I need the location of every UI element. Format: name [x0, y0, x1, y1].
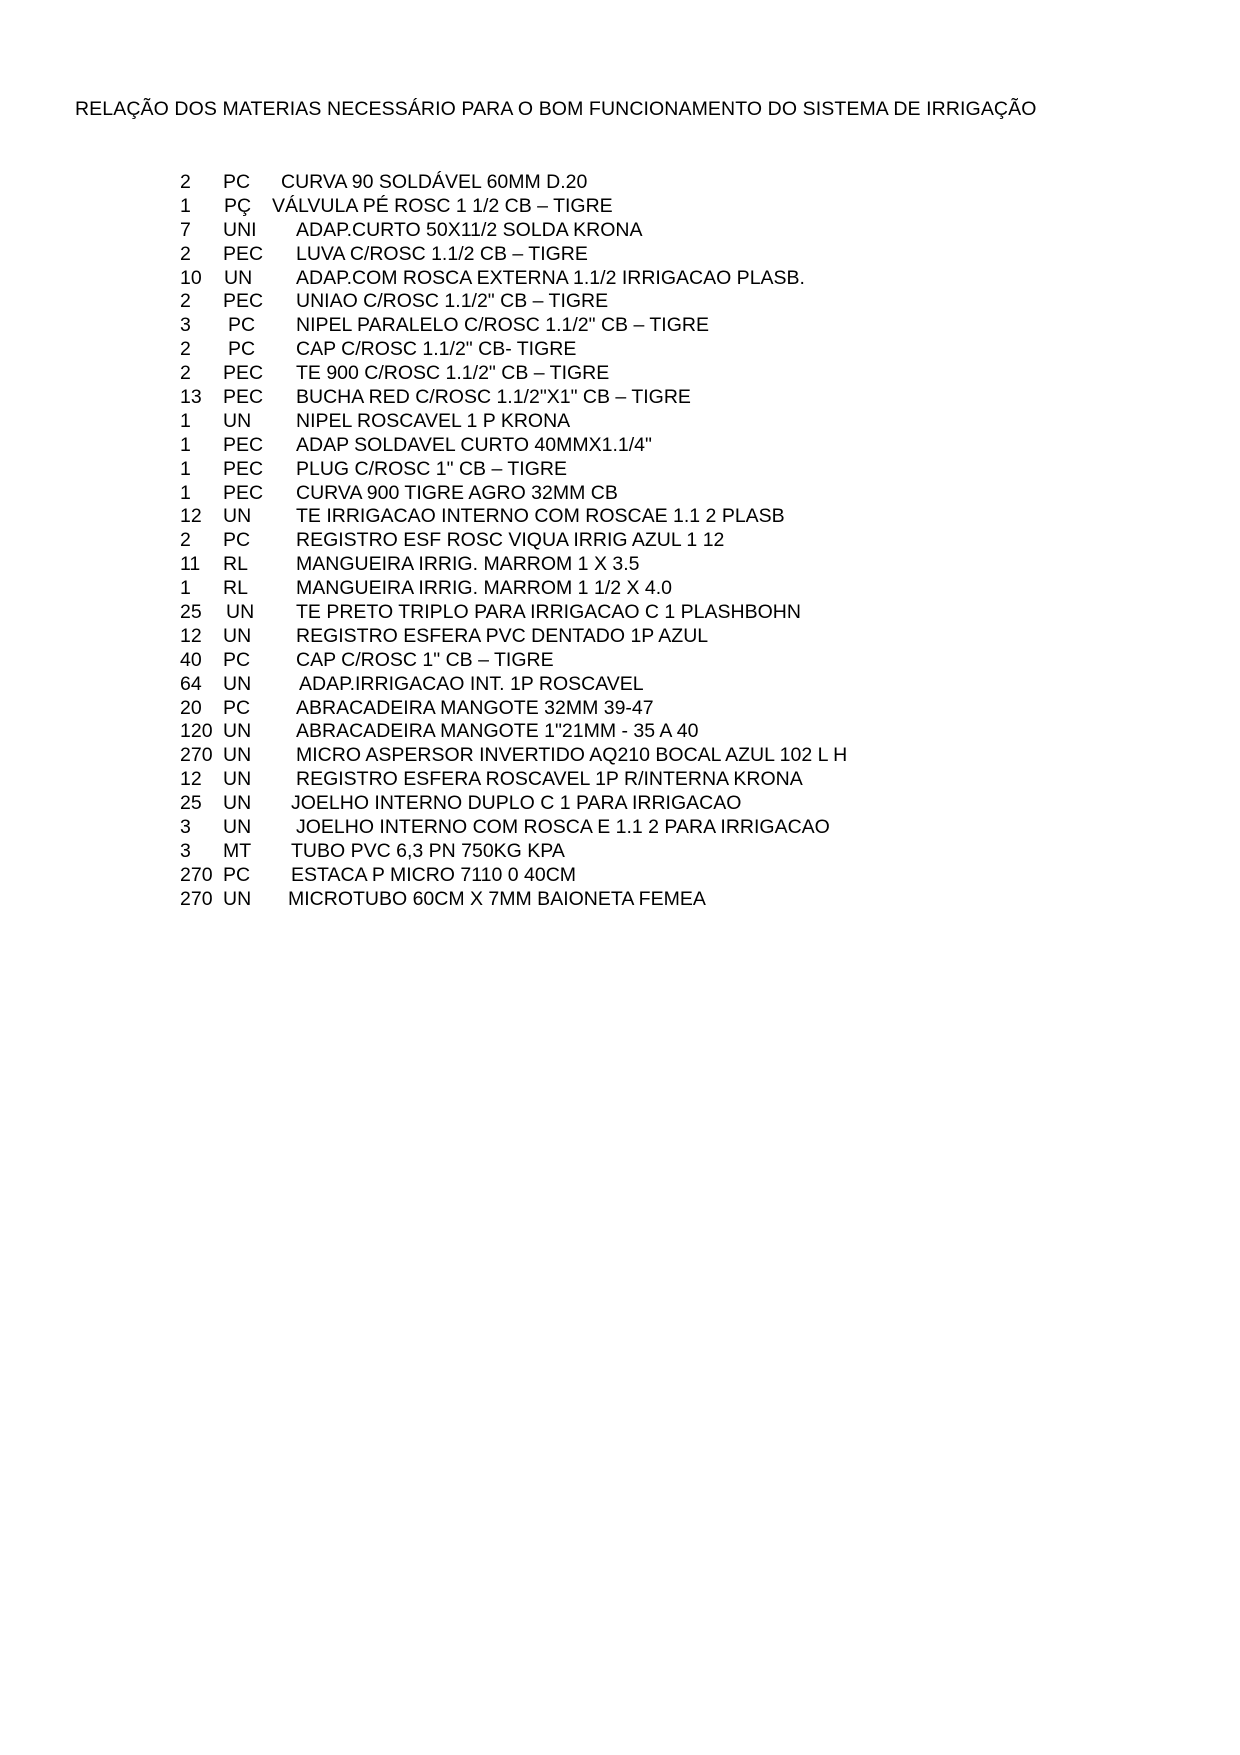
item-quantity: 270 [180, 744, 213, 767]
list-item [180, 744, 1080, 768]
item-quantity: 20 [180, 696, 202, 719]
item-unit: PC [223, 863, 251, 886]
item-description: MICROTUBO 60CM X 7MM BAIONETA FEMEA [288, 887, 706, 910]
list-item [180, 482, 1080, 506]
item-description: UNIAO C/ROSC 1.1/2" CB – TIGRE [296, 290, 609, 313]
item-unit: UN [223, 672, 252, 695]
item-unit: UN [223, 409, 252, 432]
item-quantity: 2 [180, 242, 191, 265]
item-quantity: 1 [180, 481, 191, 504]
item-unit: PEC [223, 362, 264, 385]
item-quantity: 3 [180, 314, 191, 337]
item-quantity: 2 [180, 171, 191, 193]
item-description: ABRACADEIRA MANGOTE 32MM 39-47 [296, 696, 654, 719]
item-quantity: 7 [180, 218, 191, 241]
item-unit: MT [223, 839, 252, 862]
item-description: TE PRETO TRIPLO PARA IRRIGACAO C 1 PLASHBOHN [296, 601, 801, 624]
item-description: NIPEL PARALELO C/ROSC 1.1/2" CB – TIGRE [296, 314, 709, 337]
list-item [180, 816, 1080, 840]
item-unit: PÇ [224, 194, 252, 217]
item-quantity: 1 [180, 409, 191, 432]
item-quantity: 1 [180, 433, 191, 456]
item-quantity: 120 [180, 720, 213, 743]
item-description: JOELHO INTERNO DUPLO C 1 PARA IRRIGACAO [291, 792, 742, 815]
item-quantity: 1 [180, 194, 191, 217]
item-description: VÁLVULA PÉ ROSC 1 1/2 CB – TIGRE [272, 194, 613, 217]
item-unit: PEC [223, 433, 264, 456]
item-description: CURVA 90 SOLDÁVEL 60MM D.20 [281, 171, 588, 193]
item-quantity: 40 [180, 648, 202, 671]
list-item [180, 577, 1080, 601]
item-unit: PEC [223, 242, 264, 265]
item-description: MANGUEIRA IRRIG. MARROM 1 1/2 X 4.0 [296, 577, 673, 600]
materials-list [180, 171, 1080, 912]
item-unit: PEC [223, 481, 264, 504]
item-quantity: 2 [180, 338, 191, 361]
item-description: LUVA C/ROSC 1.1/2 CB – TIGRE [296, 242, 588, 265]
item-quantity: 3 [180, 839, 191, 862]
item-unit: UN [223, 887, 252, 910]
list-item [180, 219, 1080, 243]
item-unit: UN [223, 792, 252, 815]
item-description: REGISTRO ESF ROSC VIQUA IRRIG AZUL 1 12 [296, 529, 725, 552]
list-item [180, 362, 1080, 386]
item-unit: PC [223, 529, 251, 552]
item-description: ADAP.CURTO 50X11/2 SOLDA KRONA [296, 218, 643, 241]
list-item [180, 386, 1080, 410]
item-description: TUBO PVC 6,3 PN 750KG KPA [291, 839, 565, 862]
item-description: NIPEL ROSCAVEL 1 P KRONA [296, 409, 571, 432]
list-item [180, 625, 1080, 649]
item-quantity: 12 [180, 768, 202, 791]
item-description: PLUG C/ROSC 1" CB – TIGRE [296, 457, 567, 480]
item-description: REGISTRO ESFERA ROSCAVEL 1P R/INTERNA KRONA [296, 768, 803, 791]
item-description: CAP C/ROSC 1" CB – TIGRE [296, 648, 554, 671]
item-quantity: 270 [180, 863, 213, 886]
item-unit: UN [223, 744, 252, 767]
list-item [180, 195, 1080, 219]
item-description: ADAP.COM ROSCA EXTERNA 1.1/2 IRRIGACAO PLASB. [296, 266, 805, 289]
item-unit: UN [223, 816, 252, 839]
item-quantity: 3 [180, 816, 191, 839]
list-item [180, 768, 1080, 792]
item-quantity: 1 [180, 457, 191, 480]
list-item [180, 601, 1080, 625]
item-unit: PC [228, 314, 256, 337]
list-item [180, 840, 1080, 864]
list-item [180, 792, 1080, 816]
list-item [180, 314, 1080, 338]
item-quantity: 25 [180, 792, 202, 815]
item-description: ADAP.IRRIGACAO INT. 1P ROSCAVEL [299, 672, 644, 695]
item-unit: UN [223, 505, 252, 528]
item-description: TE IRRIGACAO INTERNO COM ROSCAE 1.1 2 PLASB [296, 505, 785, 528]
item-quantity: 270 [180, 887, 213, 910]
list-item [180, 697, 1080, 721]
item-description: TE 900 C/ROSC 1.1/2" CB – TIGRE [296, 362, 610, 385]
item-quantity: 1 [180, 577, 191, 600]
item-unit: UN [226, 601, 255, 624]
item-description: ABRACADEIRA MANGOTE 1"21MM - 35 A 40 [296, 720, 699, 743]
item-quantity: 2 [180, 529, 191, 552]
item-description: CAP C/ROSC 1.1/2" CB- TIGRE [296, 338, 577, 361]
item-description: MANGUEIRA IRRIG. MARROM 1 X 3.5 [296, 553, 640, 576]
item-unit: PEC [223, 386, 264, 409]
item-quantity: 13 [180, 386, 202, 409]
list-item [180, 673, 1080, 697]
item-quantity: 25 [180, 601, 202, 624]
item-quantity: 12 [180, 505, 202, 528]
item-unit: PEC [223, 457, 264, 480]
item-description: JOELHO INTERNO COM ROSCA E 1.1 2 PARA IRRIGACAO [296, 816, 830, 839]
item-description: REGISTRO ESFERA PVC DENTADO 1P AZUL [296, 624, 709, 647]
list-item [180, 505, 1080, 529]
item-unit: RL [223, 553, 248, 576]
list-item [180, 243, 1080, 267]
item-unit: PC [223, 648, 251, 671]
list-item [180, 267, 1080, 291]
item-unit: PC [228, 338, 256, 361]
item-quantity: 11 [180, 553, 201, 576]
list-item [180, 338, 1080, 362]
item-unit: UN [223, 768, 252, 791]
item-quantity: 10 [180, 266, 202, 289]
list-item [180, 864, 1080, 888]
list-item [180, 553, 1080, 577]
item-description: ADAP SOLDAVEL CURTO 40MMX1.1/4" [296, 433, 652, 456]
list-item [180, 649, 1080, 673]
item-quantity: 12 [180, 624, 202, 647]
item-unit: UNI [223, 218, 257, 241]
item-unit: PC [223, 171, 251, 193]
list-item [180, 171, 1080, 195]
item-unit: RL [223, 577, 248, 600]
item-quantity: 2 [180, 362, 191, 385]
list-item [180, 410, 1080, 434]
item-description: BUCHA RED C/ROSC 1.1/2"X1" CB – TIGRE [296, 386, 691, 409]
list-item [180, 434, 1080, 458]
item-unit: UN [224, 266, 253, 289]
document-title: RELAÇÃO DOS MATERIAS NECESSÁRIO PARA O BOM FUNCIONAMENTO DO SISTEMA DE IRRIGAÇÃO [75, 98, 1037, 120]
list-item [180, 720, 1080, 744]
item-unit: PEC [223, 290, 264, 313]
list-item [180, 458, 1080, 482]
list-item [180, 888, 1080, 912]
item-description: MICRO ASPERSOR INVERTIDO AQ210 BOCAL AZUL 102 L H [296, 744, 848, 767]
item-description: CURVA 900 TIGRE AGRO 32MM CB [296, 481, 618, 504]
item-quantity: 2 [180, 290, 191, 313]
item-description: ESTACA P MICRO 7110 0 40CM [291, 863, 577, 886]
item-quantity: 64 [180, 672, 202, 695]
item-unit: UN [223, 720, 252, 743]
list-item [180, 529, 1080, 553]
item-unit: UN [223, 624, 252, 647]
item-unit: PC [223, 696, 251, 719]
list-item [180, 290, 1080, 314]
